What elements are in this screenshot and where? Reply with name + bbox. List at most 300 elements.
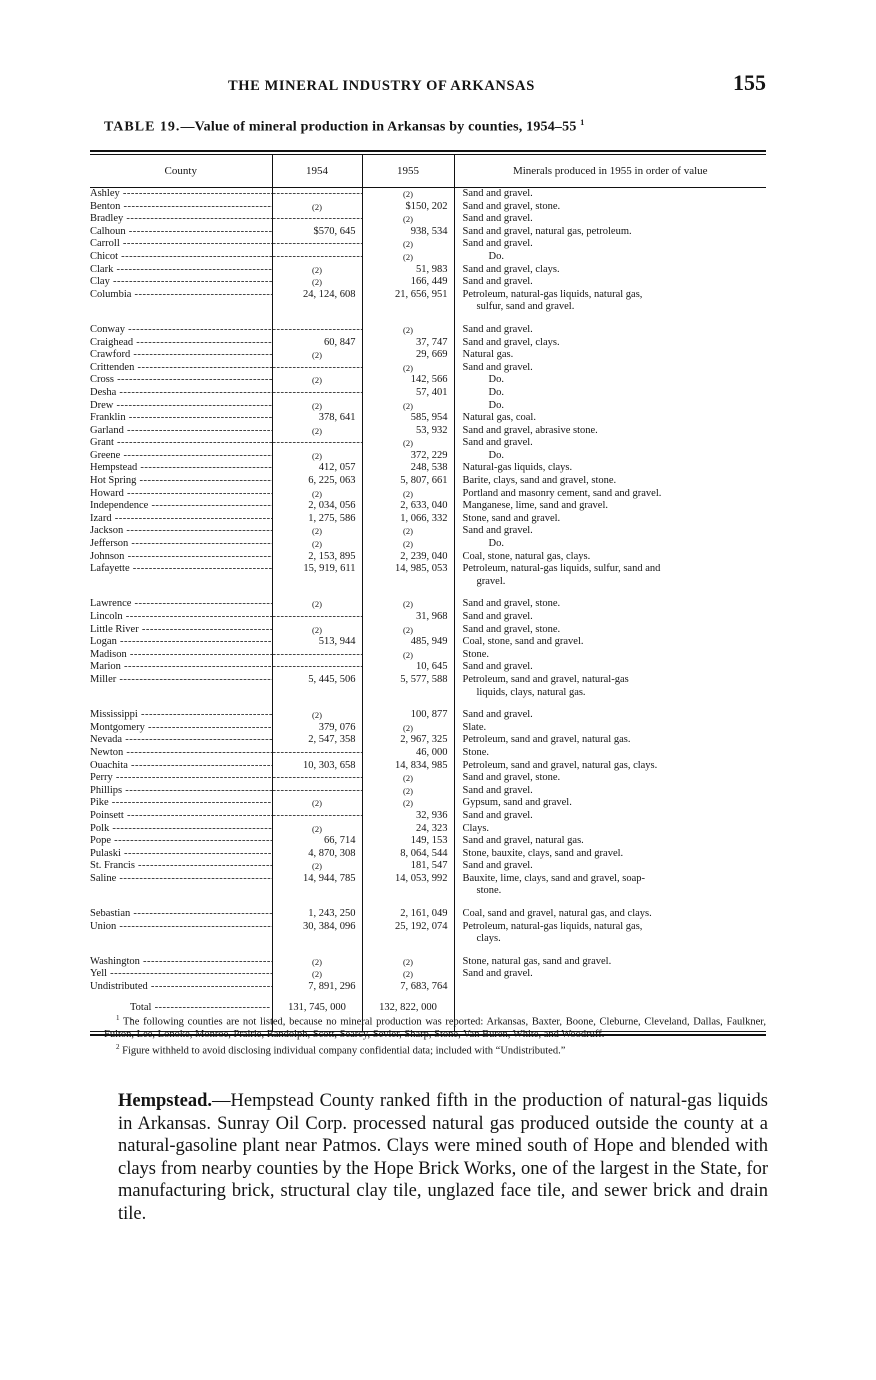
minerals-text: Petroleum, sand and gravel, natural gas, clays. (462, 759, 658, 771)
value-1954-cell: 60, 847 (272, 337, 362, 350)
value-1955-cell: 485, 949 (362, 636, 454, 649)
value-1955-cell: 166, 449 (362, 276, 454, 289)
county-cell (90, 289, 272, 314)
value-1954-cell: 378, 641 (272, 412, 362, 425)
minerals-text: Sand and gravel. (462, 611, 533, 622)
table-row (90, 873, 766, 898)
table-row (90, 563, 766, 588)
value-1954-cell (272, 387, 362, 400)
spacer-cell (454, 699, 766, 709)
county-name: Clay ----- (90, 276, 272, 289)
value-1955-cell: 37, 747 (362, 337, 454, 350)
minerals-cell (454, 450, 766, 463)
minerals-text: Sand and gravel, natural gas. (462, 835, 584, 847)
table-row (90, 611, 766, 624)
value-1954-cell: (2) (272, 823, 362, 836)
minerals-cell (454, 226, 766, 239)
table-row (90, 349, 766, 362)
spacer-cell (362, 946, 454, 956)
value-1955-cell: 372, 229 (362, 450, 454, 463)
minerals-text: Coal, stone, sand and gravel. (462, 636, 584, 648)
minerals-text: Sand and gravel. (462, 238, 533, 250)
table-row (90, 709, 766, 722)
value-1954-cell: (2) (272, 450, 362, 463)
value-1955-cell: (2) (362, 956, 454, 969)
value-1955-cell: (2) (362, 598, 454, 611)
county-cell (90, 201, 272, 214)
table-row (90, 772, 766, 785)
table-row (90, 921, 766, 946)
minerals-cell (454, 722, 766, 735)
page-number: 155 (733, 70, 766, 95)
county-name: Phillips ----- (90, 785, 272, 798)
value-1954-cell: (2) (272, 264, 362, 277)
value-1955-cell: (2) (362, 968, 454, 981)
minerals-cell (454, 251, 766, 264)
minerals-text: Petroleum, natural-gas liquids, natural gas, (462, 288, 643, 300)
county-name: Columbia ----- (90, 289, 272, 302)
county-name: Chicot ----- (90, 251, 272, 264)
value-1954-cell: (2) (272, 525, 362, 538)
minerals-cell (454, 264, 766, 277)
table-row (90, 636, 766, 649)
footnote-1-mark: 1 (116, 1014, 120, 1022)
county-name: Craighead ----- (90, 337, 272, 350)
table-row (90, 968, 766, 981)
spacer-cell (272, 588, 362, 598)
value-1954-cell (272, 649, 362, 662)
table-row (90, 400, 766, 413)
county-name: Poinsett ----- (90, 810, 272, 823)
minerals-cell (454, 324, 766, 337)
minerals-cell (454, 810, 766, 823)
value-1954-cell: 2, 034, 056 (272, 500, 362, 513)
county-cell (90, 362, 272, 375)
footnote-1 (104, 1012, 766, 1041)
county-name: Howard ----- (90, 488, 272, 501)
table-row (90, 513, 766, 526)
county-cell (90, 772, 272, 785)
table-row (90, 810, 766, 823)
value-1955-cell: (2) (362, 238, 454, 251)
county-name: Drew ----- (90, 400, 272, 413)
table-row (90, 823, 766, 836)
county-cell (90, 374, 272, 387)
table-caption-footnote-ref: 1 (580, 118, 585, 127)
table-row (90, 374, 766, 387)
county-name: Greene ----- (90, 450, 272, 463)
county-name: Independence ----- (90, 500, 272, 513)
minerals-text: Petroleum, sand and gravel, natural-gas (462, 673, 629, 685)
value-1955-cell: 181, 547 (362, 860, 454, 873)
table-row (90, 500, 766, 513)
minerals-cell (454, 563, 766, 588)
value-1954-cell (272, 611, 362, 624)
table-row (90, 525, 766, 538)
paragraph-lead: Hempstead. (118, 1091, 213, 1111)
table-row (90, 747, 766, 760)
value-1954-cell (272, 785, 362, 798)
county-name: Bradley ----- (90, 213, 272, 226)
value-1954-cell: (2) (272, 598, 362, 611)
minerals-text: Do. (488, 449, 504, 461)
minerals-cell (454, 276, 766, 289)
value-1954-cell: 10, 303, 658 (272, 760, 362, 773)
minerals-cell (454, 734, 766, 747)
table-row (90, 760, 766, 773)
value-1955-cell: 14, 053, 992 (362, 873, 454, 898)
value-1954-cell: $570, 645 (272, 226, 362, 239)
county-cell (90, 538, 272, 551)
county-cell (90, 760, 272, 773)
value-1955-cell: 7, 683, 764 (362, 981, 454, 994)
county-name: Benton ----- (90, 201, 272, 214)
table-row (90, 201, 766, 214)
value-1955-cell: 1, 066, 332 (362, 513, 454, 526)
minerals-text: Petroleum, natural-gas liquids, natural gas, (462, 920, 643, 932)
spacer-cell (272, 699, 362, 709)
table-row (90, 661, 766, 674)
table-row (90, 551, 766, 564)
minerals-text: Do. (488, 399, 504, 411)
county-cell (90, 823, 272, 836)
minerals-text: Natural-gas liquids, clays. (462, 462, 573, 474)
total-label: Total ----- (90, 994, 272, 1031)
table-row (90, 462, 766, 475)
county-cell (90, 649, 272, 662)
value-1955-cell: (2) (362, 251, 454, 264)
county-name: Sebastian ----- (90, 908, 272, 921)
value-1955-cell: (2) (362, 525, 454, 538)
value-1955-cell: (2) (362, 213, 454, 226)
value-1954-cell: (2) (272, 860, 362, 873)
minerals-cell (454, 201, 766, 214)
table-row (90, 956, 766, 969)
county-cell (90, 674, 272, 699)
county-cell (90, 908, 272, 921)
spacer-cell (362, 314, 454, 324)
value-1954-cell (272, 437, 362, 450)
value-1954-cell: (2) (272, 349, 362, 362)
county-cell (90, 412, 272, 425)
spacer-cell (90, 699, 272, 709)
minerals-cell (454, 835, 766, 848)
value-1955-cell: (2) (362, 785, 454, 798)
value-1955-cell: 29, 669 (362, 349, 454, 362)
value-1955-cell: 21, 656, 951 (362, 289, 454, 314)
spacer-cell (272, 314, 362, 324)
minerals-text: gravel. (476, 575, 506, 587)
minerals-cell (454, 823, 766, 836)
header-1955: 1955 (362, 155, 454, 188)
county-name: Nevada ----- (90, 734, 272, 747)
minerals-cell (454, 649, 766, 662)
county-name: Franklin ----- (90, 412, 272, 425)
minerals-text: Slate. (462, 721, 487, 733)
county-name: Montgomery ----- (90, 722, 272, 735)
minerals-text: Sand and gravel, stone. (462, 772, 561, 784)
value-1955-cell: 8, 064, 544 (362, 848, 454, 861)
table-header-row (90, 155, 766, 188)
spacer-cell (90, 588, 272, 598)
minerals-text: Sand and gravel. (462, 188, 533, 199)
spacer-cell (90, 946, 272, 956)
minerals-cell (454, 362, 766, 375)
county-name: Undistributed ----- (90, 981, 272, 994)
value-1954-cell: 14, 944, 785 (272, 873, 362, 898)
minerals-cell (454, 968, 766, 981)
county-name: Union ----- (90, 921, 272, 934)
value-1954-cell: (2) (272, 538, 362, 551)
minerals-cell (454, 797, 766, 810)
county-cell (90, 337, 272, 350)
spacer-cell (362, 699, 454, 709)
minerals-cell (454, 387, 766, 400)
county-name: Miller ----- (90, 674, 272, 687)
footnote-1-text: The following counties are not listed, because no mineral production was reported: Arkansas, Baxter, Boone, Cleburne, Cleveland, Dallas, Faulkner, Fulton, Lee, Lonoke, Monroe, Prairie, Randolph, Scott, Searcy, Sevier, Sharp, Stone, Van Buren, White, and Woodruff. (104, 1016, 767, 1040)
county-cell (90, 387, 272, 400)
value-1954-cell: 1, 243, 250 (272, 908, 362, 921)
value-1954-cell: (2) (272, 797, 362, 810)
value-1955-cell: 51, 983 (362, 264, 454, 277)
footnotes (104, 1012, 766, 1057)
table-row (90, 785, 766, 798)
table-number: TABLE 19. (104, 119, 181, 135)
header-minerals: Minerals produced in 1955 in order of value (454, 155, 766, 188)
county-name: Lawrence ----- (90, 598, 272, 611)
table-row (90, 251, 766, 264)
value-1954-cell: (2) (272, 709, 362, 722)
running-head (90, 70, 766, 102)
county-name: Little River ----- (90, 624, 272, 637)
minerals-text: Sand and gravel, stone. (462, 623, 561, 635)
table-row (90, 649, 766, 662)
county-name: Logan ----- (90, 636, 272, 649)
value-1955-cell: (2) (362, 772, 454, 785)
value-1955-cell: 5, 577, 588 (362, 674, 454, 699)
value-1954-cell (272, 188, 362, 201)
minerals-cell (454, 611, 766, 624)
county-name: Jefferson ----- (90, 538, 272, 551)
minerals-cell (454, 760, 766, 773)
county-cell (90, 734, 272, 747)
spacer-cell (272, 946, 362, 956)
minerals-cell (454, 437, 766, 450)
value-1955-cell: 57, 401 (362, 387, 454, 400)
minerals-cell (454, 873, 766, 898)
header-1954: 1954 (272, 155, 362, 188)
minerals-cell (454, 513, 766, 526)
minerals-cell (454, 425, 766, 438)
county-name: Yell ----- (90, 968, 272, 981)
value-1955-cell: 938, 534 (362, 226, 454, 239)
county-name: St. Francis ----- (90, 860, 272, 873)
minerals-text: Stone, natural gas, sand and gravel. (462, 955, 612, 967)
minerals-cell (454, 551, 766, 564)
value-1954-cell: (2) (272, 624, 362, 637)
minerals-cell (454, 956, 766, 969)
minerals-text: Sand and gravel. (462, 809, 533, 821)
county-cell (90, 450, 272, 463)
county-cell (90, 488, 272, 501)
value-1954-cell: 2, 547, 358 (272, 734, 362, 747)
minerals-cell (454, 674, 766, 699)
value-1955-cell: (2) (362, 324, 454, 337)
table-row (90, 324, 766, 337)
county-cell (90, 188, 272, 201)
minerals-text: Coal, sand and gravel, natural gas, and clays. (462, 908, 652, 920)
table-row (90, 848, 766, 861)
county-name: Hot Spring ----- (90, 475, 272, 488)
value-1954-cell: 5, 445, 506 (272, 674, 362, 699)
value-1955-cell: 2, 239, 040 (362, 551, 454, 564)
row-spacer (90, 314, 766, 324)
minerals-cell (454, 624, 766, 637)
value-1954-cell: 379, 076 (272, 722, 362, 735)
spacer-cell (362, 898, 454, 908)
county-name: Crawford ----- (90, 349, 272, 362)
county-cell (90, 921, 272, 946)
minerals-cell (454, 488, 766, 501)
table-row (90, 276, 766, 289)
row-spacer (90, 699, 766, 709)
value-1954-cell (272, 238, 362, 251)
minerals-text: Sand and gravel, abrasive stone. (462, 424, 598, 436)
value-1955-cell: (2) (362, 649, 454, 662)
table-body (90, 188, 766, 1031)
minerals-text: Sand and gravel. (462, 784, 533, 796)
value-1955-cell: 46, 000 (362, 747, 454, 760)
value-1954-cell (272, 324, 362, 337)
minerals-text: Sand and gravel. (462, 860, 533, 872)
minerals-text: sulfur, sand and gravel. (476, 301, 575, 313)
spacer-cell (362, 588, 454, 598)
minerals-text: Barite, clays, sand and gravel, stone. (462, 475, 617, 487)
county-name: Ouachita ----- (90, 760, 272, 773)
mineral-production-table (90, 155, 766, 1031)
county-cell (90, 968, 272, 981)
county-cell (90, 437, 272, 450)
minerals-cell (454, 238, 766, 251)
table-caption (104, 118, 784, 136)
county-name: Pope ----- (90, 835, 272, 848)
county-cell (90, 661, 272, 674)
spacer-cell (272, 898, 362, 908)
table-row (90, 387, 766, 400)
minerals-cell (454, 785, 766, 798)
spacer-cell (90, 898, 272, 908)
minerals-text: Sand and gravel, stone. (462, 598, 561, 610)
value-1954-cell: (2) (272, 400, 362, 413)
value-1955-cell: (2) (362, 437, 454, 450)
value-1954-cell (272, 810, 362, 823)
county-name: Ashley ----- (90, 188, 272, 201)
value-1954-cell (272, 362, 362, 375)
value-1955-cell: 5, 807, 661 (362, 475, 454, 488)
value-1955-cell: $150, 202 (362, 201, 454, 214)
county-cell (90, 324, 272, 337)
county-name: Grant ----- (90, 437, 272, 450)
minerals-text: Stone. (462, 746, 490, 758)
value-1955-cell: 585, 954 (362, 412, 454, 425)
paragraph-text: —Hempstead County ranked fifth in the production of natural-gas liquids in Arkansas. Sunray Oil Corp. processed natural gas produced outside the county at a natural-gasoline plant near Patmos. Clays were mined south of Hope and blended with clays from nearby counties by the Hope Brick Works, one of the largest in the State, for manufacturing brick, structural clay tile, unglazed face tile, and sewer brick and drain tile. (118, 1091, 768, 1224)
value-1955-cell: (2) (362, 722, 454, 735)
county-cell (90, 475, 272, 488)
table-row (90, 213, 766, 226)
value-1955-cell: 248, 538 (362, 462, 454, 475)
minerals-cell (454, 598, 766, 611)
value-1955-cell: 25, 192, 074 (362, 921, 454, 946)
county-name: Conway ----- (90, 324, 272, 337)
row-spacer (90, 588, 766, 598)
minerals-text: Stone, bauxite, clays, sand and gravel. (462, 847, 624, 859)
minerals-cell (454, 525, 766, 538)
county-name: Washington ----- (90, 956, 272, 969)
value-1954-cell: (2) (272, 374, 362, 387)
value-1955-cell: (2) (362, 400, 454, 413)
footnote-2-mark: 2 (116, 1042, 120, 1051)
county-cell (90, 551, 272, 564)
spacer-cell (454, 314, 766, 324)
minerals-text: Sand and gravel. (462, 361, 533, 373)
county-cell (90, 226, 272, 239)
value-1955-cell: 149, 153 (362, 835, 454, 848)
total-1955: 132, 822, 000 (362, 994, 454, 1031)
value-1955-cell: 142, 566 (362, 374, 454, 387)
minerals-cell (454, 921, 766, 946)
minerals-text: Natural gas. (462, 349, 514, 361)
minerals-text: Natural gas, coal. (462, 412, 536, 424)
table-row (90, 362, 766, 375)
minerals-cell (454, 860, 766, 873)
minerals-text: Do. (488, 386, 504, 398)
minerals-cell (454, 213, 766, 226)
minerals-text: Sand and gravel, clays. (462, 263, 560, 275)
county-name: Garland ----- (90, 425, 272, 438)
value-1955-cell: 2, 967, 325 (362, 734, 454, 747)
minerals-cell (454, 848, 766, 861)
value-1955-cell: 32, 936 (362, 810, 454, 823)
table-row (90, 797, 766, 810)
county-cell (90, 722, 272, 735)
county-cell (90, 835, 272, 848)
minerals-cell (454, 400, 766, 413)
county-name: Calhoun ----- (90, 226, 272, 239)
table-row (90, 264, 766, 277)
minerals-cell (454, 636, 766, 649)
value-1954-cell: (2) (272, 276, 362, 289)
value-1954-cell: 66, 714 (272, 835, 362, 848)
county-cell (90, 747, 272, 760)
county-cell (90, 785, 272, 798)
minerals-cell (454, 908, 766, 921)
county-cell (90, 400, 272, 413)
county-cell (90, 525, 272, 538)
minerals-text: Stone, sand and gravel. (462, 512, 561, 524)
table-row (90, 674, 766, 699)
minerals-cell (454, 747, 766, 760)
running-title: THE MINERAL INDUSTRY OF ARKANSAS (228, 78, 535, 94)
minerals-text: Stone. (462, 648, 490, 660)
value-1955-cell: (2) (362, 362, 454, 375)
table-row (90, 437, 766, 450)
county-cell (90, 611, 272, 624)
county-name: Mississippi ----- (90, 709, 272, 722)
value-1955-cell: 2, 161, 049 (362, 908, 454, 921)
minerals-text: Bauxite, lime, clays, sand and gravel, soap- (462, 872, 646, 884)
county-cell (90, 349, 272, 362)
value-1954-cell (272, 661, 362, 674)
